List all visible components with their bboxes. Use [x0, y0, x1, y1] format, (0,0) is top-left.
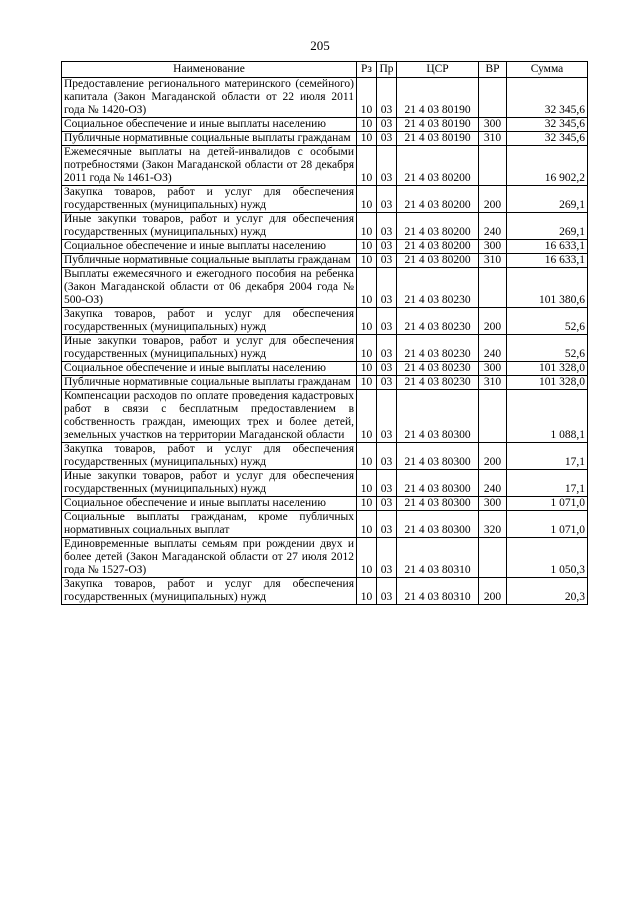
table-row [62, 268, 588, 308]
row-rz: 10 [357, 213, 377, 240]
row-name: Публичные нормативные социальные выплаты гражданам [62, 132, 357, 146]
row-name: Иные закупки товаров, работ и услуг для обеспечения государственных (муниципальных) нужд [62, 213, 357, 240]
row-csr: 21 4 03 80200 [397, 254, 479, 268]
row-vr [479, 538, 507, 578]
row-pr: 03 [377, 390, 397, 443]
row-pr: 03 [377, 335, 397, 362]
row-sum: 20,3 [507, 578, 588, 605]
row-sum: 16 633,1 [507, 254, 588, 268]
row-sum: 1 050,3 [507, 538, 588, 578]
row-vr: 200 [479, 186, 507, 213]
header-pr: Пр [377, 62, 397, 78]
row-vr: 200 [479, 443, 507, 470]
row-name: Социальное обеспечение и иные выплаты населению [62, 362, 357, 376]
row-name: Публичные нормативные социальные выплаты гражданам [62, 254, 357, 268]
row-sum: 269,1 [507, 186, 588, 213]
row-sum: 101 380,6 [507, 268, 588, 308]
row-rz: 10 [357, 308, 377, 335]
row-rz: 10 [357, 118, 377, 132]
row-rz: 10 [357, 511, 377, 538]
row-pr: 03 [377, 254, 397, 268]
row-sum: 1 071,0 [507, 497, 588, 511]
table-row [62, 376, 588, 390]
row-rz: 10 [357, 186, 377, 213]
table-row [62, 78, 588, 118]
row-csr: 21 4 03 80230 [397, 308, 479, 335]
row-vr: 300 [479, 240, 507, 254]
table-row [62, 240, 588, 254]
row-name: Иные закупки товаров, работ и услуг для обеспечения государственных (муниципальных) нужд [62, 335, 357, 362]
row-csr: 21 4 03 80300 [397, 390, 479, 443]
row-pr: 03 [377, 240, 397, 254]
row-csr: 21 4 03 80300 [397, 470, 479, 497]
row-pr: 03 [377, 268, 397, 308]
row-rz: 10 [357, 78, 377, 118]
table-row [62, 308, 588, 335]
row-rz: 10 [357, 470, 377, 497]
row-csr: 21 4 03 80230 [397, 376, 479, 390]
row-csr: 21 4 03 80190 [397, 118, 479, 132]
header-csr: ЦСР [397, 62, 479, 78]
table-row [62, 186, 588, 213]
table-row [62, 390, 588, 443]
row-pr: 03 [377, 146, 397, 186]
row-sum: 269,1 [507, 213, 588, 240]
table-row [62, 511, 588, 538]
row-pr: 03 [377, 118, 397, 132]
row-vr: 300 [479, 118, 507, 132]
row-csr: 21 4 03 80200 [397, 186, 479, 213]
row-sum: 101 328,0 [507, 376, 588, 390]
table-row [62, 146, 588, 186]
row-pr: 03 [377, 443, 397, 470]
row-pr: 03 [377, 186, 397, 213]
row-sum: 52,6 [507, 308, 588, 335]
table-row [62, 538, 588, 578]
row-vr: 310 [479, 376, 507, 390]
row-vr: 310 [479, 132, 507, 146]
row-pr: 03 [377, 213, 397, 240]
row-name: Ежемесячные выплаты на детей-инвалидов с особыми потребностями (Закон Магаданской области от 28 декабря 2011 года № 1461-ОЗ) [62, 146, 357, 186]
row-name: Публичные нормативные социальные выплаты гражданам [62, 376, 357, 390]
row-csr: 21 4 03 80310 [397, 538, 479, 578]
row-name: Социальное обеспечение и иные выплаты населению [62, 240, 357, 254]
page-number: 205 [310, 38, 330, 53]
row-name: Предоставление регионального материнского (семейного) капитала (Закон Магаданской области от 22 июля 2011 года № 1420-ОЗ) [62, 78, 357, 118]
row-rz: 10 [357, 335, 377, 362]
row-vr: 300 [479, 497, 507, 511]
row-name: Выплаты ежемесячного и ежегодного пособия на ребенка (Закон Магаданской области от 06 декабря 2004 года № 500-ОЗ) [62, 268, 357, 308]
row-rz: 10 [357, 538, 377, 578]
row-sum: 32 345,6 [507, 78, 588, 118]
row-name: Закупка товаров, работ и услуг для обеспечения государственных (муниципальных) нужд [62, 443, 357, 470]
row-name: Социальные выплаты гражданам, кроме публичных нормативных социальных выплат [62, 511, 357, 538]
row-csr: 21 4 03 80300 [397, 497, 479, 511]
row-vr: 300 [479, 362, 507, 376]
row-pr: 03 [377, 132, 397, 146]
table-row [62, 470, 588, 497]
row-vr: 240 [479, 213, 507, 240]
row-name: Компенсации расходов по оплате проведения кадастровых работ в связи с бесплатным предоставлением в собственность граждан, имеющих трех и более детей, земельных участков на территории Магаданской области [62, 390, 357, 443]
header-sum: Сумма [507, 62, 588, 78]
row-pr: 03 [377, 497, 397, 511]
row-sum: 32 345,6 [507, 118, 588, 132]
row-csr: 21 4 03 80300 [397, 511, 479, 538]
row-vr: 240 [479, 335, 507, 362]
row-rz: 10 [357, 390, 377, 443]
budget-table [61, 61, 588, 605]
row-name: Социальное обеспечение и иные выплаты населению [62, 118, 357, 132]
row-sum: 16 633,1 [507, 240, 588, 254]
row-vr: 240 [479, 470, 507, 497]
row-pr: 03 [377, 470, 397, 497]
row-sum: 52,6 [507, 335, 588, 362]
row-rz: 10 [357, 376, 377, 390]
row-vr: 200 [479, 308, 507, 335]
row-pr: 03 [377, 78, 397, 118]
row-csr: 21 4 03 80190 [397, 132, 479, 146]
row-csr: 21 4 03 80200 [397, 240, 479, 254]
row-name: Закупка товаров, работ и услуг для обеспечения государственных (муниципальных) нужд [62, 578, 357, 605]
row-sum: 32 345,6 [507, 132, 588, 146]
row-vr: 200 [479, 578, 507, 605]
row-csr: 21 4 03 80230 [397, 362, 479, 376]
row-csr: 21 4 03 80190 [397, 78, 479, 118]
row-vr: 310 [479, 254, 507, 268]
row-pr: 03 [377, 308, 397, 335]
row-sum: 101 328,0 [507, 362, 588, 376]
row-rz: 10 [357, 268, 377, 308]
header-vr: ВР [479, 62, 507, 78]
header-name: Наименование [62, 62, 357, 78]
row-name: Социальное обеспечение и иные выплаты населению [62, 497, 357, 511]
row-csr: 21 4 03 80230 [397, 335, 479, 362]
table-header-row [62, 62, 588, 78]
row-vr [479, 390, 507, 443]
header-rz: Рз [357, 62, 377, 78]
row-name: Иные закупки товаров, работ и услуг для обеспечения государственных (муниципальных) нужд [62, 470, 357, 497]
row-pr: 03 [377, 578, 397, 605]
row-rz: 10 [357, 240, 377, 254]
row-sum: 17,1 [507, 470, 588, 497]
row-csr: 21 4 03 80200 [397, 213, 479, 240]
row-pr: 03 [377, 511, 397, 538]
table-row [62, 118, 588, 132]
row-pr: 03 [377, 538, 397, 578]
row-name: Единовременные выплаты семьям при рождении двух и более детей (Закон Магаданской области от 27 июля 2012 года № 1527-ОЗ) [62, 538, 357, 578]
row-sum: 1 071,0 [507, 511, 588, 538]
row-name: Закупка товаров, работ и услуг для обеспечения государственных (муниципальных) нужд [62, 308, 357, 335]
row-vr [479, 78, 507, 118]
table-body [62, 78, 588, 605]
row-rz: 10 [357, 254, 377, 268]
table-row [62, 578, 588, 605]
row-rz: 10 [357, 578, 377, 605]
row-csr: 21 4 03 80300 [397, 443, 479, 470]
table-row [62, 335, 588, 362]
row-csr: 21 4 03 80310 [397, 578, 479, 605]
table-row [62, 132, 588, 146]
row-name: Закупка товаров, работ и услуг для обеспечения государственных (муниципальных) нужд [62, 186, 357, 213]
table-row [62, 497, 588, 511]
row-pr: 03 [377, 376, 397, 390]
row-csr: 21 4 03 80200 [397, 146, 479, 186]
row-vr: 320 [479, 511, 507, 538]
row-rz: 10 [357, 443, 377, 470]
row-sum: 17,1 [507, 443, 588, 470]
table-row [62, 213, 588, 240]
row-pr: 03 [377, 362, 397, 376]
row-rz: 10 [357, 497, 377, 511]
table-row [62, 443, 588, 470]
row-sum: 16 902,2 [507, 146, 588, 186]
table-row [62, 362, 588, 376]
row-vr [479, 146, 507, 186]
row-rz: 10 [357, 132, 377, 146]
row-sum: 1 088,1 [507, 390, 588, 443]
table-row [62, 254, 588, 268]
row-csr: 21 4 03 80230 [397, 268, 479, 308]
row-rz: 10 [357, 362, 377, 376]
row-rz: 10 [357, 146, 377, 186]
row-vr [479, 268, 507, 308]
